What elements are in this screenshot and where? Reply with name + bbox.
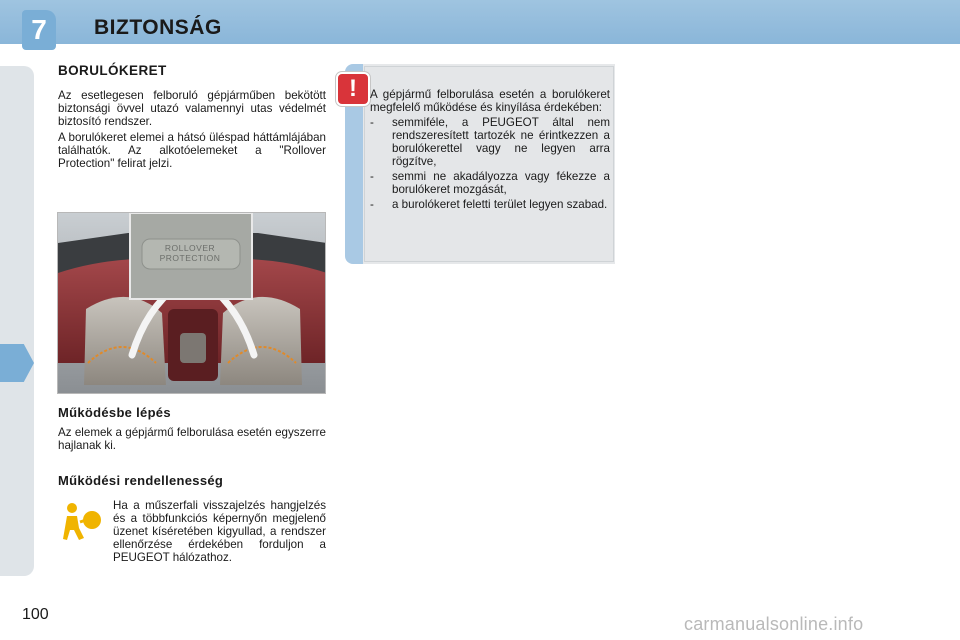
warning-bullet-2 <box>370 170 610 196</box>
intro-paragraph-1: Az esetlegesen felboruló gépjárműben bekötött biztonsági övvel utazó valamennyi utas védelmét biztosító rendszer. <box>58 89 326 128</box>
activation-text: Az elemek a gépjármű felborulása esetén egyszerre hajlanak ki. <box>58 426 326 452</box>
rollover-seat-photo <box>57 212 326 394</box>
car-interior-illustration <box>58 213 326 394</box>
bullet-dash: - <box>370 198 374 211</box>
fault-section <box>58 473 326 488</box>
airbag-warning-icon <box>62 500 104 542</box>
section-title-rollover <box>58 63 326 78</box>
warning-intro: A gépjármű felborulása esetén a borulókeret megfelelő működése és kinyílása érdekében: <box>370 88 610 114</box>
rollover-protection-label <box>141 243 239 263</box>
warning-exclamation-icon: ! <box>336 72 370 106</box>
bullet-text: semmi ne akadályozza vagy fékezze a borulókeret mozgását, <box>392 170 610 196</box>
site-watermark[interactable]: carmanualsonline.info <box>684 614 864 634</box>
rollover-label-line-1: ROLLOVER <box>164 243 216 253</box>
bullet-dash: - <box>370 170 374 183</box>
rollover-label-line-2: PROTECTION <box>159 253 221 263</box>
section-title: BORULÓKERET <box>58 63 167 78</box>
bullet-text: semmiféle, a PEUGEOT által nem rendszeresített tartozék ne érintkezzen a borulókerettel vagy ne legyen arra rögzítve, <box>392 116 610 168</box>
activation-title: Működésbe lépés <box>58 405 171 420</box>
page-number: 100 <box>22 606 49 623</box>
bullet-text: a burolókeret feletti terület legyen szabad. <box>392 198 608 211</box>
activation-section <box>58 405 326 452</box>
intro-paragraph-2: A borulókeret elemei a hátsó üléspad háttámlájában találhatók. Az alkotóelemeket a "Rollover Protection" felirat jelzi. <box>58 131 326 170</box>
side-index-rail <box>0 66 34 576</box>
warning-bullet-3 <box>370 198 610 211</box>
chapter-number-tab[interactable]: 7 <box>22 10 56 50</box>
fault-text-block <box>113 499 326 564</box>
intro-block <box>58 89 326 170</box>
page-title: BIZTONSÁG <box>94 16 222 39</box>
fault-text: Ha a műszerfali visszajelzés hangjelzés és a többfunkciós képernyőn megjelenő üzenet kíséretében kigyullad, a rendszer ellenőrzése érdekében forduljon a PEUGEOT hálózathoz. <box>113 499 326 564</box>
bullet-dash: - <box>370 116 374 129</box>
warning-text-block <box>370 88 610 211</box>
warning-bullet-1 <box>370 116 610 168</box>
fault-title: Működési rendellenesség <box>58 473 224 488</box>
